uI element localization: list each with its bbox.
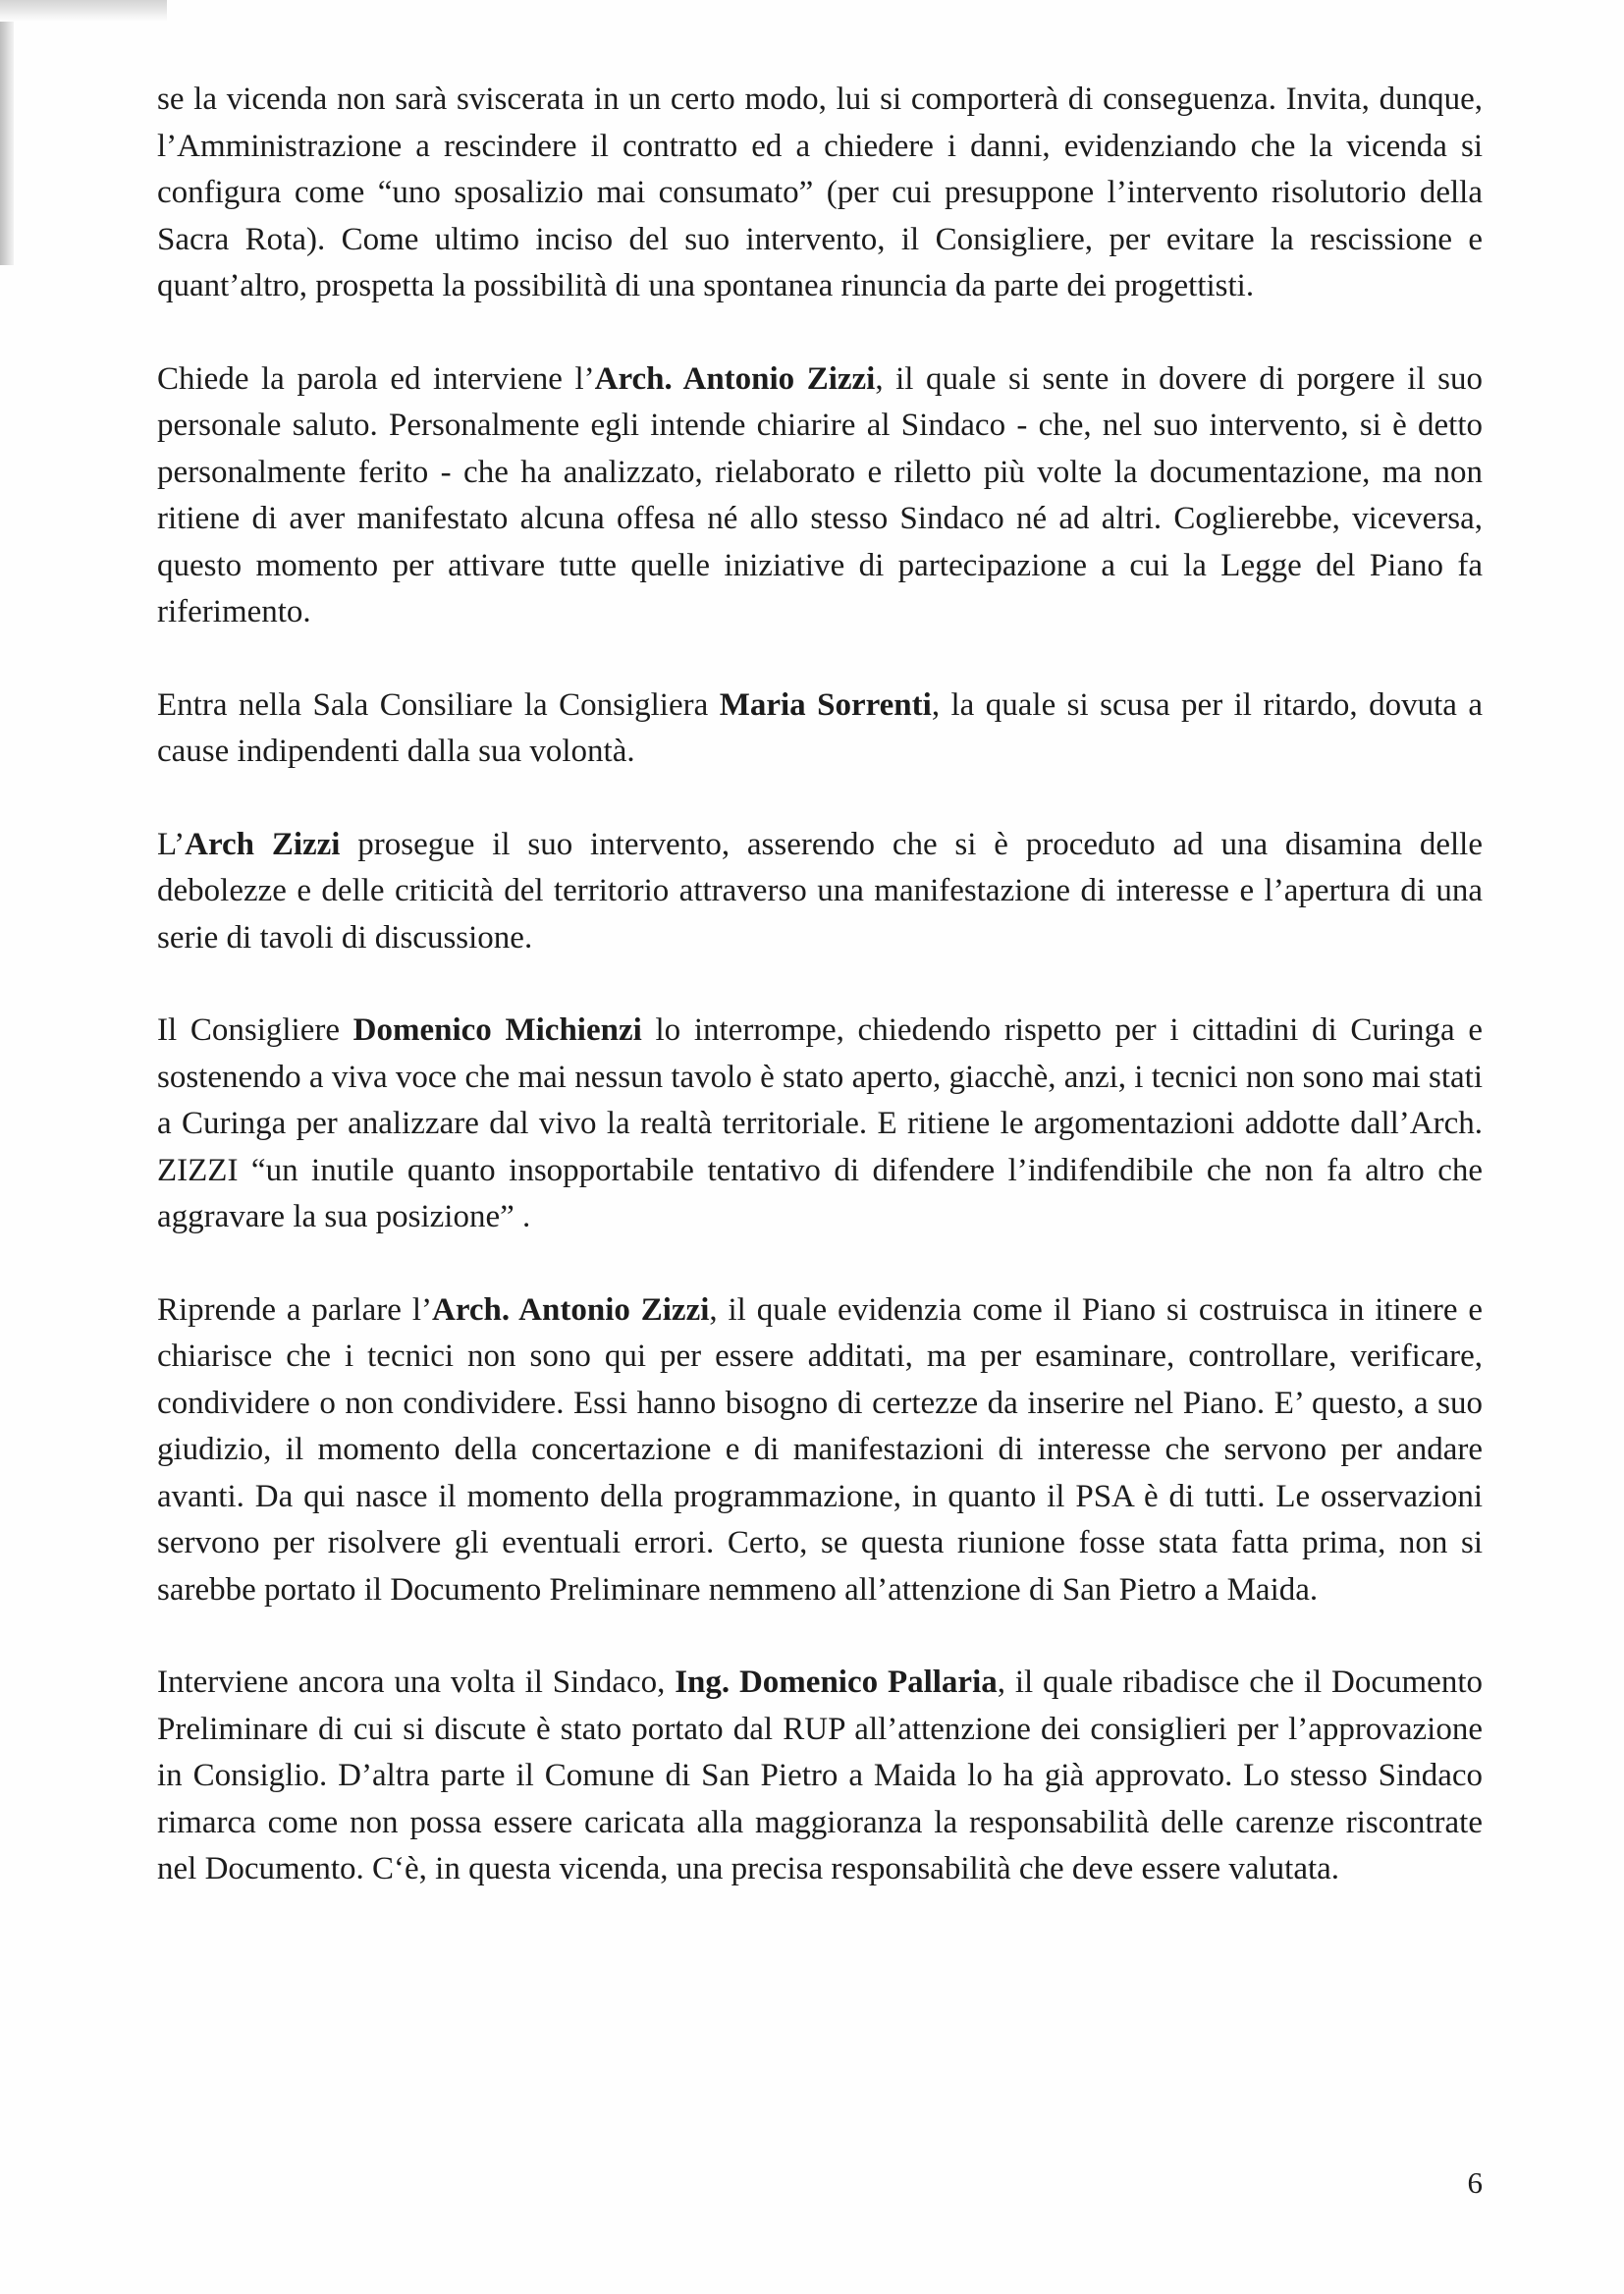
- paragraph-1: [157, 77, 1483, 310]
- speaker-name-michienzi: Domenico Michienzi: [352, 1012, 642, 1048]
- paragraph-6: [157, 1287, 1483, 1614]
- scan-shadow-edge: [0, 0, 14, 265]
- page-number: 6: [1467, 2165, 1483, 2200]
- speaker-name-sorrenti: Maria Sorrenti: [719, 686, 932, 723]
- speaker-name-zizzi-2: Arch. Antonio Zizzi: [431, 1291, 710, 1328]
- paragraph-1-text: se la vicenda non sarà sviscerata in un certo modo, lui si comporterà di conseguenza. Invita, dunque, l’Amministrazione a rescindere il contratto ed a chiedere i danni, evidenziando che la vicenda si configura come “uno sposalizio mai consumato” (per cui presuppone l’intervento risolutorio della Sacra Rota). Come ultimo inciso del suo intervento, il Consigliere, per evitare la rescissione e quant’altro, prospetta la possibilità di una spontanea rinuncia da parte dei progettisti.: [157, 82, 1483, 303]
- paragraph-3-text-a: Entra nella Sala Consiliare la Consigliera: [157, 686, 720, 723]
- scan-shadow-corner: [0, 0, 167, 22]
- paragraph-4-text-a: L’: [157, 826, 186, 862]
- speaker-name-pallaria: Ing. Domenico Pallaria: [675, 1665, 998, 1700]
- paragraph-3-text-b: , la quale si scusa per il ritardo, dovuta a cause indipendenti dalla sua volontà.: [157, 686, 1483, 769]
- paragraph-2-text-b: , il quale si sente in dovere di porgere il suo personale saluto. Personalmente egli intende chiarire al Sindaco - che, nel suo intervento, si è detto personalmente ferito - che ha analizzato, rielaborato e riletto più volte la documentazione, ma non ritiene di aver manifestato alcuna offesa né allo stesso Sindaco né ad altri. Coglierebbe, viceversa, questo momento per attivare tutte quelle iniziative di partecipazione a cui la Legge del Piano fa riferimento.: [157, 360, 1484, 629]
- paragraph-5: [157, 1008, 1483, 1241]
- speaker-name-zizzi-short: Arch Zizzi: [185, 826, 341, 862]
- document-body: [157, 77, 1483, 1939]
- paragraph-3: [157, 683, 1483, 776]
- paragraph-4: [157, 822, 1483, 962]
- paragraph-7-text-b: , il quale ribadisce che il Documento Preliminare di cui si discute è stato portato dal RUP all’attenzione dei consiglieri per l’approvazione in Consiglio. D’altra parte il Comune di San Pietro a Maida lo ha già approvato. Lo stesso Sindaco rimarca come non possa essere caricata alla maggioranza la responsabilità delle carenze riscontrate nel Documento. C‘è, in questa vicenda, una precisa responsabilità che deve essere valutata.: [157, 1665, 1483, 1886]
- paragraph-2: [157, 356, 1483, 636]
- paragraph-5-text-a: Il Consigliere: [157, 1012, 353, 1048]
- speaker-name-zizzi: Arch. Antonio Zizzi: [594, 360, 876, 397]
- paragraph-5-text-b: lo interrompe, chiedendo rispetto per i cittadini di Curinga e sostenendo a viva voce che mai nessun tavolo è stato aperto, giacchè, anzi, i tecnici non sono mai stati a Curinga per analizzare dal vivo la realtà territoriale. E ritiene le argomentazioni addotte dall’Arch. ZIZZI “un inutile quanto insopportabile tentativo di difendere l’indifendibile che non fa altro che aggravare la sua posizione” .: [157, 1012, 1483, 1234]
- paragraph-6-text-b: , il quale evidenzia come il Piano si costruisca in itinere e chiarisce che i tecnici non sono qui per essere additati, ma per esaminare, controllare, verificare, condividere o non condividere. Essi hanno bisogno di certezze da inserire nel Piano. E’ questo, a suo giudizio, il momento della concertazione e di manifestazioni di interesse che servono per andare avanti. Da qui nasce il momento della programmazione, in quanto il PSA è di tutti. Le osservazioni servono per risolvere gli eventuali errori. Certo, se questa riunione fosse stata fatta prima, non si sarebbe portato il Documento Preliminare nemmeno all’attenzione di San Pietro a Maida.: [157, 1291, 1484, 1608]
- paragraph-6-text-a: Riprende a parlare l’: [157, 1291, 432, 1328]
- paragraph-2-text-a: Chiede la parola ed interviene l’: [157, 360, 595, 397]
- paragraph-7: [157, 1660, 1483, 1893]
- paragraph-7-text-a: Interviene ancora una volta il Sindaco,: [157, 1665, 676, 1700]
- paragraph-4-text-b: prosegue il suo intervento, asserendo che si è proceduto ad una disamina delle debolezze e delle criticità del territorio attraverso una manifestazione di interesse e l’apertura di una serie di tavoli di discussione.: [157, 826, 1483, 956]
